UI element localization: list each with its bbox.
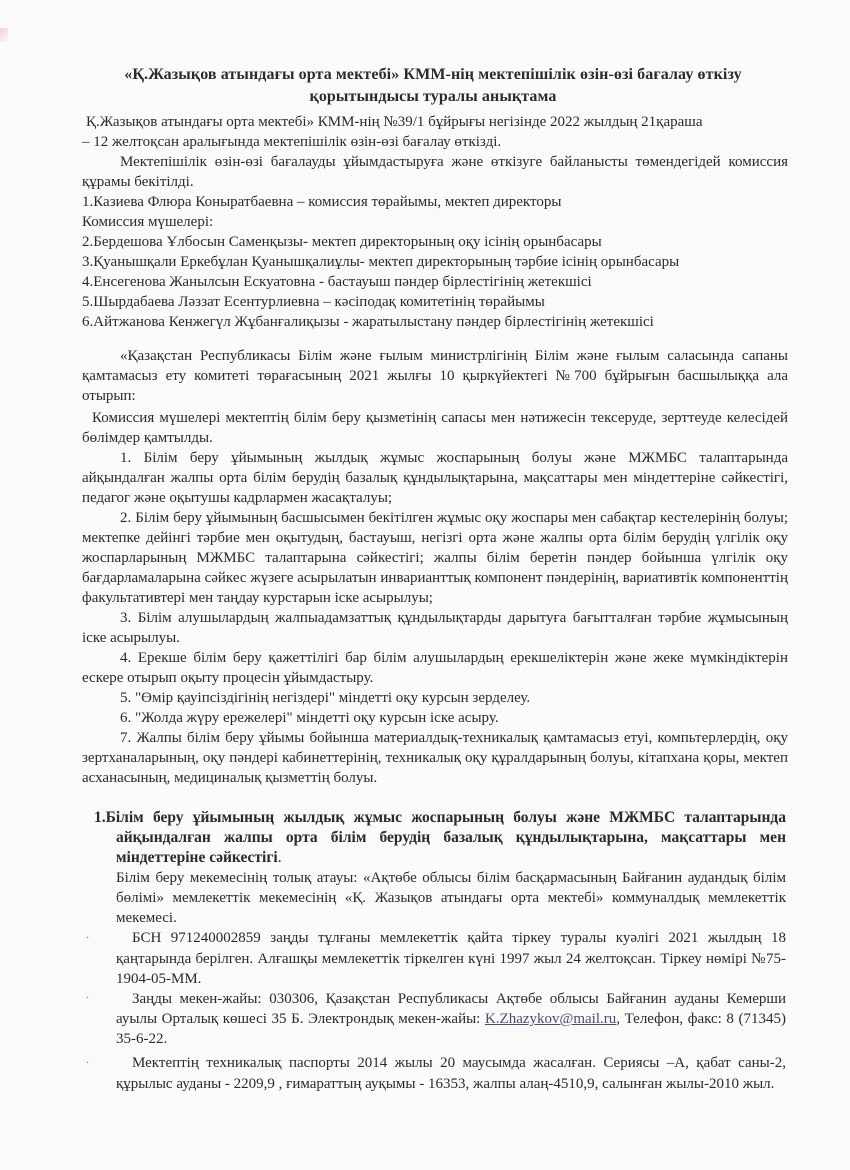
section-1-heading-text: 1.Білім беру ұйымының жылдық жұмыс жоспарының болуы және МЖМБС талаптарында айқындалған жалпы орта білім берудің базалық құндылықтарына, мақсаттары мен міндеттеріне сәйкестігі [94,809,786,866]
email-link[interactable]: K.Zhazykov@mail.ru [484,1011,617,1028]
scope-intro: Комиссия мүшелері мектептің білім беру қызметінің сапасы мен нәтижесін тексеруде, зерттеуде келесідей бөлімдер қамтылды. [82,410,788,446]
member-item: 6.Айтжанова Кенжегүл Жұбанғалиқызы - жаратылыстану пәндер бірлестігінің жетекшісі [82,314,654,330]
member-item: 5.Шырдабаева Ләззат Есентурлиевна – кәсіподақ комитетінің төрайымы [82,294,545,310]
phone-text: , Телефон, факс: 8 (71345) 35-6-22. [116,1011,786,1048]
commission-chair: 1.Казиева Флюра Коныратбаевна – комиссия төрайымы, мектеп директоры [82,194,562,210]
scan-artifact [0,28,8,42]
bullet-icon: · [86,1057,90,1069]
title-line-2: қорытындысы туралы анықтама [309,88,557,105]
intro-line-1: Қ.Жазықов атындағы орта мектебі» КММ-нің №39/1 бұйрығы негізінде 2022 жылдың 21қараша [86,114,703,130]
bullet-icon: · [86,993,90,1005]
passport-text: Мектептің техникалық паспорты 2014 жылы 20 маусымда жасалған. Сериясы –А, қабат саны-2, құрылыс ауданы - 2209,9 , ғимараттың ауқымы - 16353, жалпы алаң-4510,9, салынған жылы-2010 жыл. [116,1055,786,1092]
scope-item: 7. Жалпы білім беру ұйымы бойынша материалдық-техникалық қамтамасыз етуі, компьтерлердің, оқу зертханаларының, оқу пәндері кабинеттерінің, техникалық оқу құралдарының болуы, кітапхана қоры, мектеп асханасының, медициналық қызметтің болуы. [82,730,788,786]
member-item: 2.Бердешова Ұлбосын Саменқызы- мектеп директорының оқу ісінің орынбасары [82,234,602,250]
section-1 [86,808,786,1094]
scope-list [82,448,788,788]
title-line-1: «Қ.Жазықов атындағы орта мектебі» КММ-нің мектепішілік өзін-өзі бағалау өткізу [124,66,742,83]
scope-item: 2. Білім беру ұйымының басшысымен бекітілген жұмыс оқу жоспары мен сабақтар кестелерінің болуы; мектепке дейінгі тәрбие мен оқытудың, бастауыш, негізгі орта және жалпы орта білім берудің үлгілік оқу жоспарларының МЖМБС талаптарына сәйкестігі; жалпы білім беретін пәндер бойынша үлгілік оқу бағдарламаларына сәйкес жүзеге асырылатын инварианттық компонент пәндерінің, вариативтік компоненттің факультативтері мен таңдау курстарын іске асырылуы; [82,510,788,606]
scope-item: 5. "Өмір қауіпсіздігінің негіздері" міндетті оқу курсын зерделеу. [120,690,531,706]
intro-line-2: – 12 желтоқсан аралығында мектепішілік өзін-өзі бағалау өткізді. [82,134,502,150]
order-reference: «Қазақстан Республикасы Білім және ғылым министрлігінің Білім және ғылым саласында сапаны қамтамасыз ету комитеті төрағасының 2021 жылғы 10 қыркүйектегі №700 бұйрығын басшылыққа ала отырып: [82,348,788,404]
technical-passport [86,1053,786,1094]
scope-item: 6. "Жолда жүру ережелері" міндетті оқу курсын іске асыру. [120,710,499,726]
scope-section [82,346,788,788]
members-list [82,232,788,332]
intro-section [82,112,788,332]
scope-item: 1. Білім беру ұйымының жылдық жұмыс жоспарының болуы және МЖМБС талаптарында айқындалған жалпы орта білім берудің базалық құндылықтарына, мақсаттары мен міндеттеріне сәйкестігі, педагог және оқытушы кадрлармен жасақталуы; [82,450,788,506]
scope-item: 3. Білім алушылардың жалпыадамзаттық құндылықтарды дарытуға бағытталған тәрбие жұмысының іске асырылуы. [82,610,788,646]
institution-full-name: Білім беру мекемесінің толық атауы: «Ақтөбе облысы білім басқармасының Байғанин аудандық білім бөлімі» мемлекеттік мекемесінің «Қ. Жазықов атындағы орта мектебі» коммуналдық мемлекеттік мекемесі. [116,870,786,926]
address-text: Заңды мекен-жайы: 030306, Қазақстан Республикасы Ақтөбе облысы Байғанин ауданы Кемерши ауылы Орталық көшесі 35 Б. Электрондық мекен-жайы: [116,990,786,1028]
section-1-heading-end: . [277,849,282,866]
members-label: Комиссия мүшелері: [82,214,214,230]
scope-item: 4. Ерекше білім беру қажеттілігі бар білім алушылардың ерекшеліктерін және жеке мүмкіндіктерін ескере отырып оқыту процесін ұйымдастыру. [82,650,788,686]
document-page [80,64,786,118]
legal-address [86,989,786,1050]
member-item: 3.Қуанышқали Еркебұлан Қуанышқалиұлы- мектеп директорының тәрбие ісінің орынбасары [82,254,680,270]
section-1-body [86,868,786,1094]
bullet-icon: · [86,932,90,944]
commission-intro: Мектепішілік өзін-өзі бағалауды ұйымдастыруға және өткізуге байланысты төмендегідей комиссия құрамы бекітілді. [82,154,788,190]
member-item: 4.Енсегенова Жанылсын Ескуатовна - бастауыш пәндер бірлестігінің жетекшісі [82,274,592,290]
section-1-heading [94,808,786,868]
document-title [80,64,786,108]
bin-text: БСН 971240002859 заңды тұлғаны мемлекеттік қайта тіркеу туралы куәлігі 2021 жылдың 18 қаңтарында берілген. Алғашқы мемлекеттік тіркелген күні 1997 жыл 24 желтоқсан. Тіркеу нөмірі №75-1904-05-ММ. [116,930,786,987]
bin-registration [86,928,786,989]
